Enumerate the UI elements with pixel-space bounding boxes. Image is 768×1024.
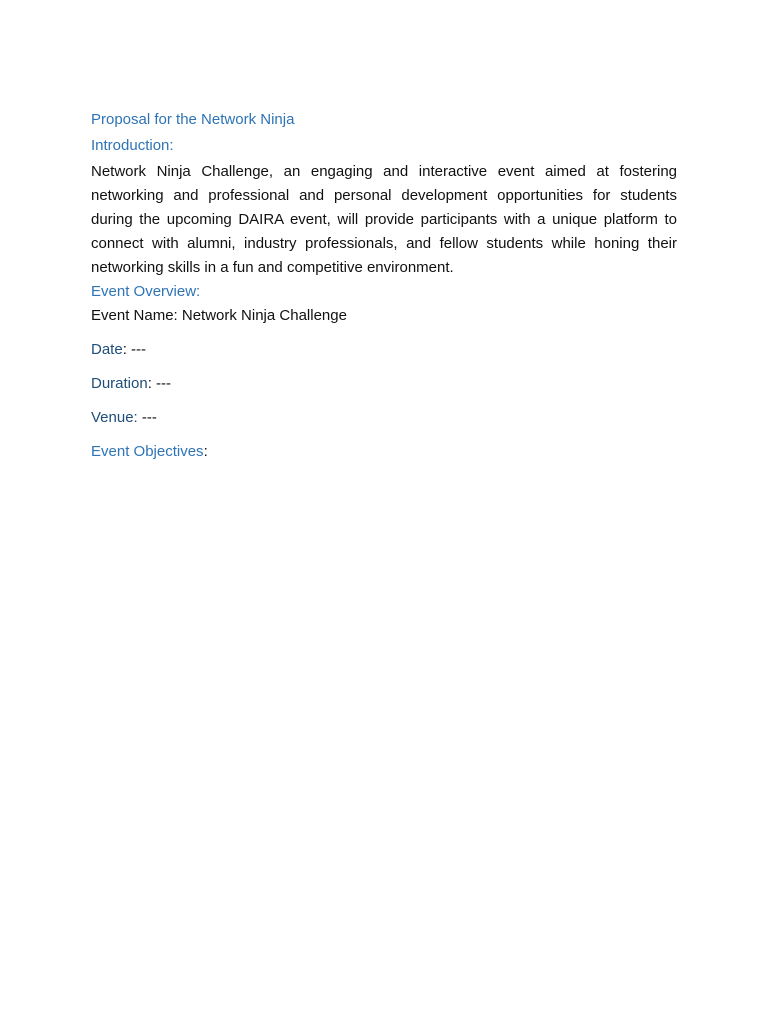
date-field: [91, 338, 677, 362]
venue-field: [91, 406, 677, 430]
duration-label: Duration: [91, 375, 148, 392]
duration-field: [91, 372, 677, 396]
date-label: Date: [91, 341, 123, 358]
introduction-heading: Introduction:: [91, 137, 174, 154]
date-value: : ---: [122, 341, 147, 358]
document-title: Proposal for the Network Ninja: [91, 111, 295, 128]
venue-label: Venue:: [91, 409, 138, 426]
venue-value: ---: [137, 409, 157, 426]
event-overview-heading: Event Overview:: [91, 283, 201, 300]
event-objectives-label: Event Objectives: [91, 443, 204, 460]
duration-value: : ---: [147, 375, 172, 392]
event-objectives-heading: [91, 440, 677, 464]
introduction-paragraph: Network Ninja Challenge, an engaging and interactive event aimed at fostering networking and professional and personal development opportunities for students during the upcoming DAIRA event, will provide participants with a unique platform to connect with alumni, industry professionals, and fellow students while honing their networking skills in a fun and competitive environment.: [91, 163, 677, 276]
event-name-line: Event Name: Network Ninja Challenge: [91, 307, 347, 324]
event-objectives-colon: :: [203, 443, 208, 460]
